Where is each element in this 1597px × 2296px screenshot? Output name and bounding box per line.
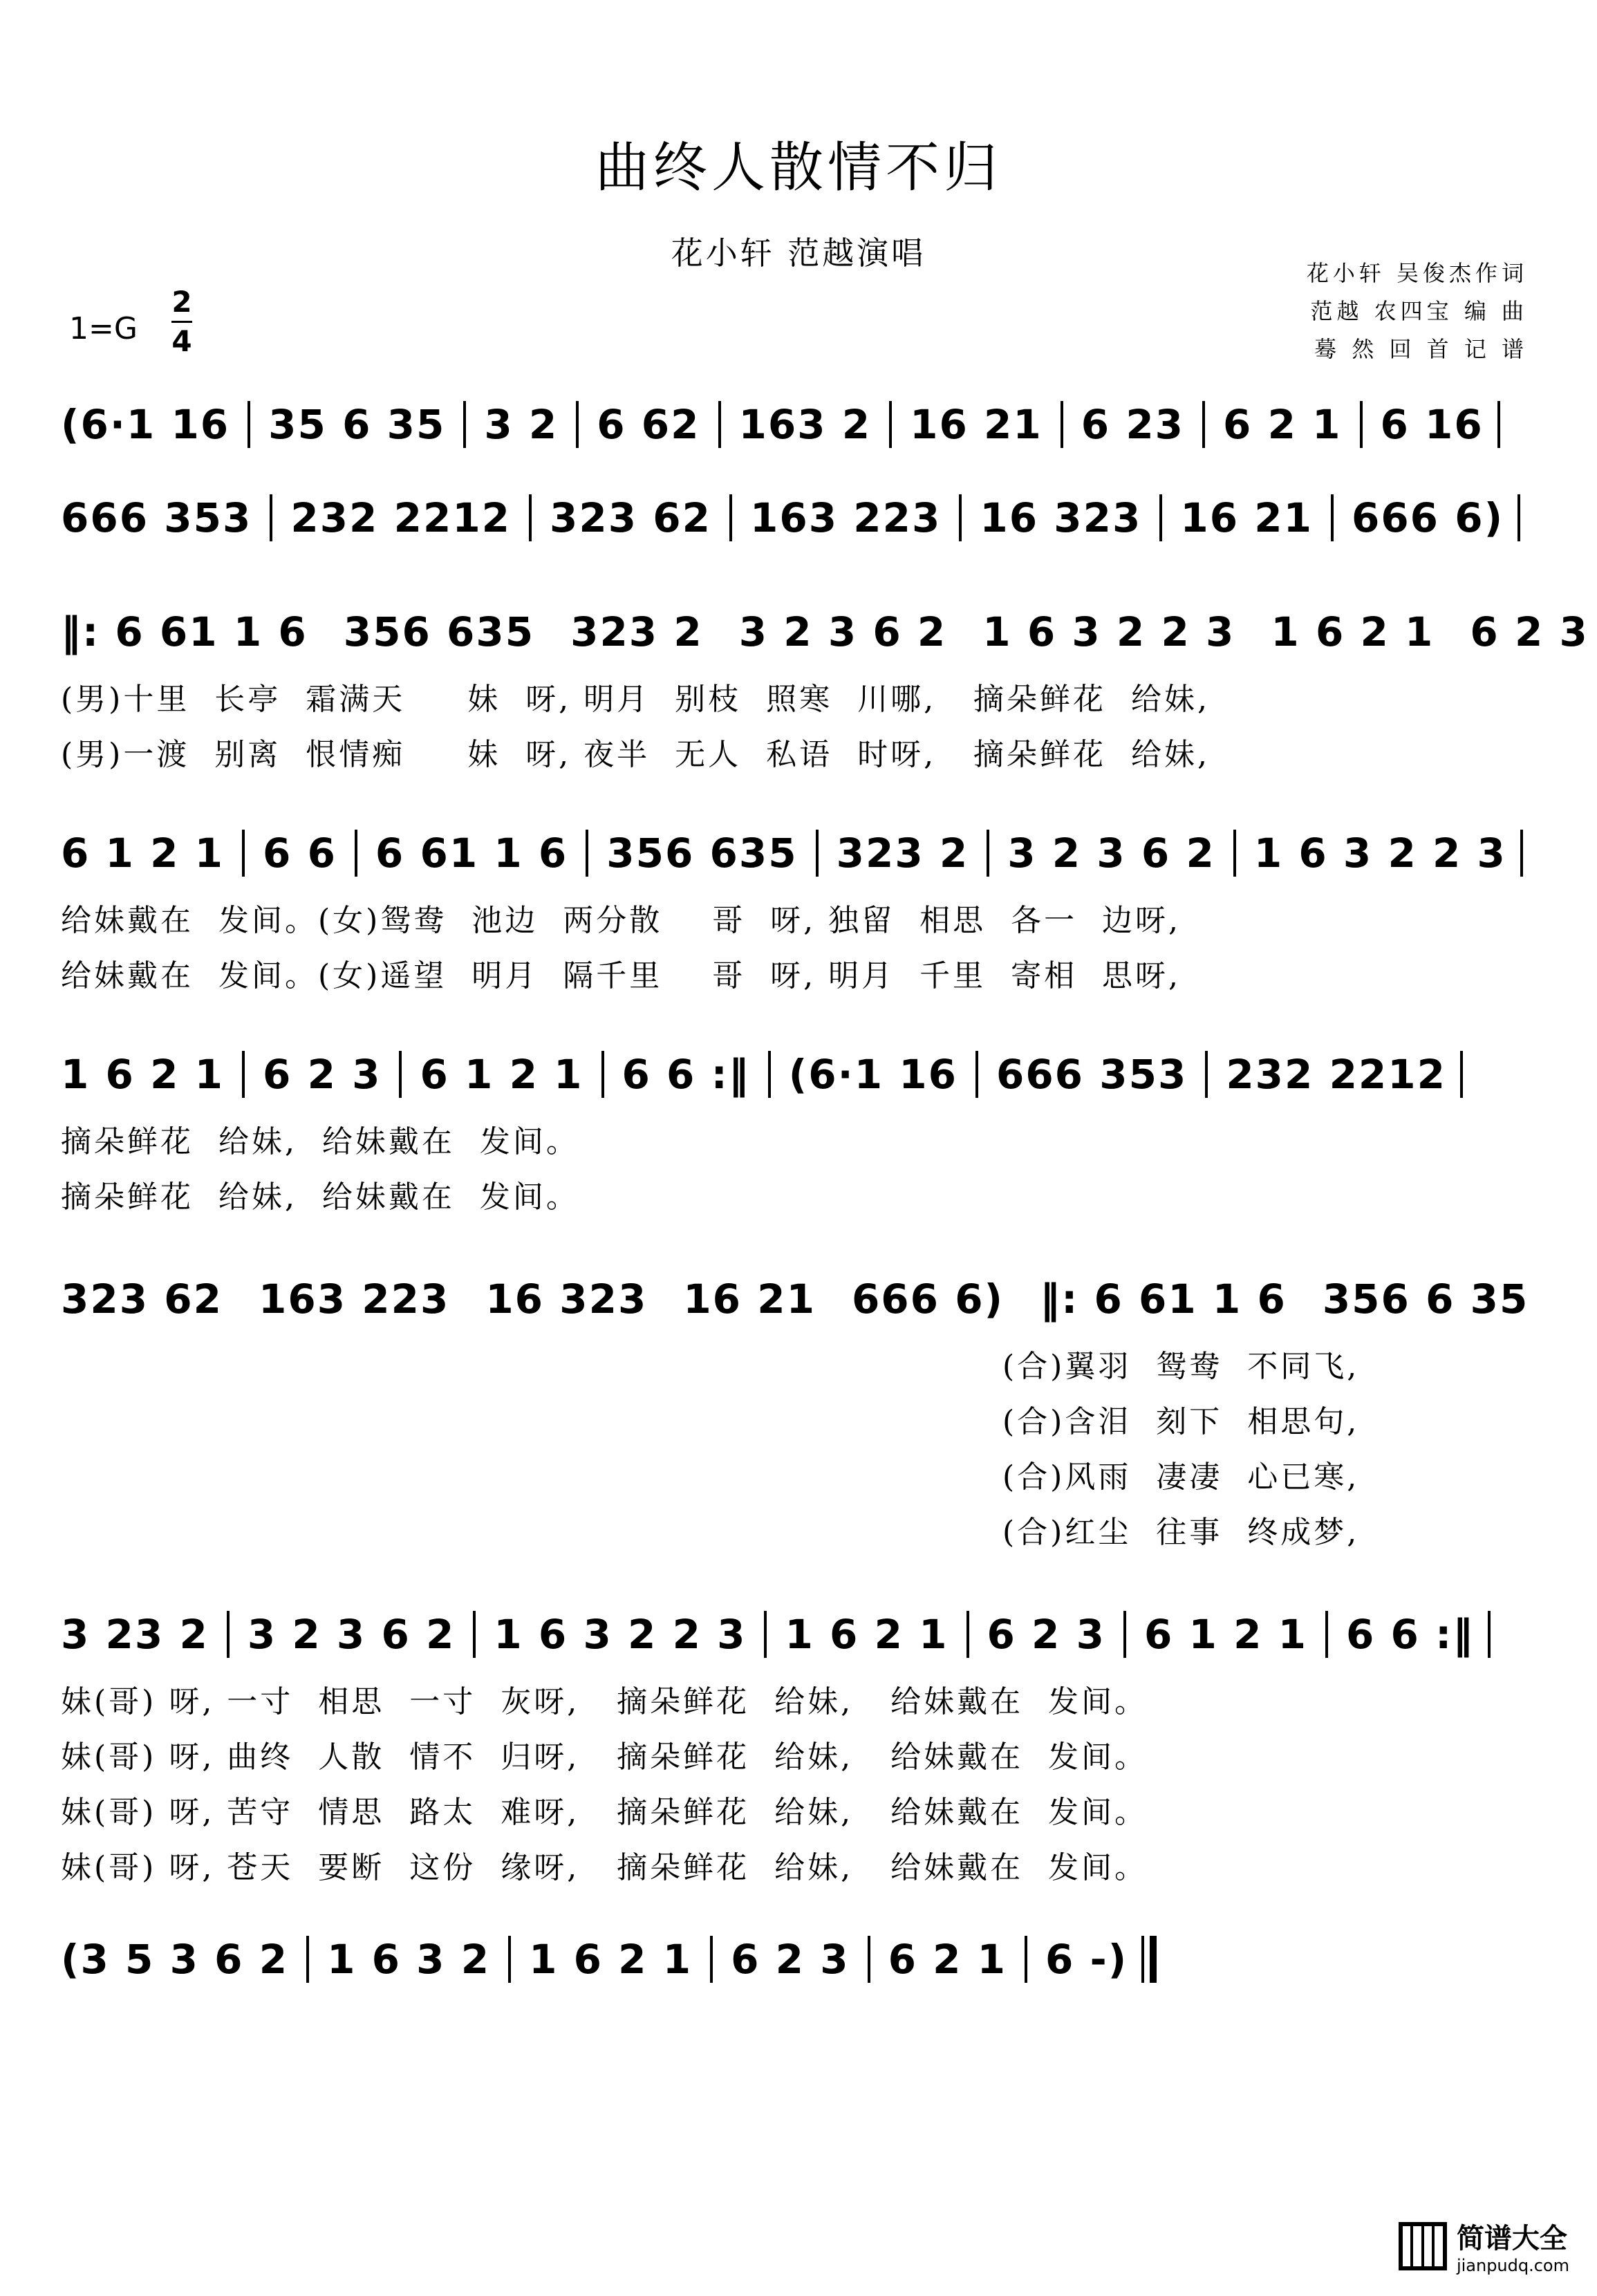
- measure: 356 635: [343, 608, 535, 655]
- measure: 1 6 2 1: [529, 1936, 693, 1983]
- measure: 666 353: [61, 494, 252, 541]
- barline: [1331, 494, 1334, 541]
- measure: 6 -): [1045, 1936, 1128, 1983]
- measure: 666 6): [1351, 494, 1504, 541]
- lyric-line: (合)翼羽 鸳鸯 不同飞,: [1002, 1349, 1360, 1384]
- measure: 6 2 3: [1470, 608, 1589, 655]
- measure: 3 2 3 6 2: [247, 1611, 456, 1658]
- barline: [1123, 1611, 1126, 1658]
- measure: 16 323: [485, 1276, 648, 1323]
- measure: (3 5 3 6 2: [61, 1936, 289, 1983]
- barline: [1061, 401, 1063, 448]
- barline: [1025, 1936, 1027, 1983]
- meter-bottom: 4: [171, 324, 192, 358]
- watermark: [1399, 2216, 1569, 2275]
- barline: [816, 830, 819, 877]
- measure: 6 1 2 1: [420, 1051, 583, 1098]
- measure: 16 21: [910, 401, 1043, 448]
- barline: [975, 1051, 978, 1098]
- measure: 163 223: [258, 1276, 450, 1323]
- singers: 花小轩 范越演唱: [671, 234, 926, 272]
- measure: 3 2 3 6 2: [738, 608, 947, 655]
- barline: [508, 1936, 511, 1983]
- barline: [987, 830, 989, 877]
- measure: 6 2 3: [987, 1611, 1105, 1658]
- barline: [1460, 1051, 1463, 1098]
- final-barline: [1141, 1936, 1157, 1983]
- measure: (6·1 16: [61, 401, 230, 448]
- barline: [473, 1611, 476, 1658]
- barline: [768, 1051, 771, 1098]
- lyric-line: 摘朵鲜花 给妹, 给妹戴在 发间。: [61, 1124, 579, 1159]
- lyric-line: (合)红尘 往事 终成梦,: [1002, 1515, 1360, 1550]
- measure: 6 2 1: [1223, 401, 1342, 448]
- barline: [355, 830, 357, 877]
- barline: [1520, 830, 1523, 877]
- time-signature: [171, 283, 192, 360]
- measure: 16 323: [980, 494, 1142, 541]
- barline: [1325, 1611, 1328, 1658]
- barline: [959, 494, 962, 541]
- lyric-line: (合)含泪 刻下 相思句,: [1002, 1404, 1360, 1439]
- measure: 356 6 35: [1322, 1276, 1529, 1323]
- barline: [1517, 494, 1520, 541]
- measure: (6·1 16: [788, 1051, 958, 1098]
- lyric-line: (男)一渡 别离 恨情痴 妹 呀, 夜半 无人 私语 时呀, 摘朵鲜花 给妹,: [61, 737, 1210, 772]
- watermark-name: 简谱大全: [1456, 2223, 1567, 2255]
- barline: [306, 1936, 309, 1983]
- measure: 323 2: [570, 608, 703, 655]
- measure: ‖: 6 61 1 6: [61, 608, 308, 655]
- measure: 232 2212: [1226, 1051, 1446, 1098]
- lyric-line: 妹(哥) 呀, 苦守 情思 路太 难呀, 摘朵鲜花 给妹, 给妹戴在 发间。: [61, 1795, 1148, 1830]
- measure: ‖: 6 61 1 6: [1040, 1276, 1287, 1323]
- measure: 6 16: [1380, 401, 1484, 448]
- measure: 3 2 3 6 2: [1007, 830, 1215, 877]
- lyric-line: 妹(哥) 呀, 苍天 要断 这份 缘呀, 摘朵鲜花 给妹, 给妹戴在 发间。: [61, 1850, 1148, 1885]
- lyric-line: (男)十里 长亭 霜满天 妹 呀, 明月 别枝 照寒 川哪, 摘朵鲜花 给妹,: [61, 682, 1210, 717]
- barline: [601, 1051, 604, 1098]
- key-signature: 1=G: [69, 311, 138, 346]
- measure: 6 62: [597, 401, 700, 448]
- measure: 163 2: [738, 401, 872, 448]
- measure: 35 6 35: [268, 401, 446, 448]
- measure: 6 1 2 1: [1143, 1611, 1307, 1658]
- barline: [227, 1611, 230, 1658]
- lyric-line: 妹(哥) 呀, 曲终 人散 情不 归呀, 摘朵鲜花 给妹, 给妹戴在 发间。: [61, 1739, 1148, 1775]
- measure: 1 6 2 1: [1271, 608, 1435, 655]
- measure: 1 6 3 2: [327, 1936, 491, 1983]
- measure: 6 1 2 1: [61, 830, 225, 877]
- barline: [1360, 401, 1363, 448]
- barline: [248, 401, 250, 448]
- barline: [966, 1611, 969, 1658]
- measure: 356 635: [606, 830, 798, 877]
- measure: 6 2 1: [888, 1936, 1007, 1983]
- measure: 3 2: [484, 401, 559, 448]
- measure: 323 62: [550, 494, 712, 541]
- barline: [242, 1051, 245, 1098]
- barline: [718, 401, 721, 448]
- measure: 163 223: [750, 494, 942, 541]
- measure: 6 6 :‖: [622, 1051, 750, 1098]
- score-row-2: [61, 494, 1533, 577]
- measure: 6 2 3: [731, 1936, 850, 1983]
- measure: 323 62: [61, 1276, 223, 1323]
- measure: 323 2: [836, 830, 969, 877]
- lyric-line: 给妹戴在 发间。(女)鸳鸯 池边 两分散 哥 呀, 独留 相思 各一 边呀,: [61, 903, 1182, 938]
- lyric-line: 摘朵鲜花 给妹, 给妹戴在 发间。: [61, 1179, 579, 1215]
- measure: 1 6 3 2 2 3: [494, 1611, 747, 1658]
- measure: 1 6 2 1: [785, 1611, 949, 1658]
- meter-top: 2: [171, 285, 192, 319]
- lyric-line: 给妹戴在 发间。(女)遥望 明月 隔千里 哥 呀, 明月 千里 寄相 思呀,: [61, 958, 1182, 993]
- barline: [1202, 401, 1205, 448]
- credit-arranger: 范越 农四宝 编 曲: [1310, 298, 1528, 324]
- barline: [576, 401, 579, 448]
- measure: 6 6: [263, 830, 337, 877]
- barline: [529, 494, 532, 541]
- measure: 1 6 3 2 2 3: [982, 608, 1235, 655]
- measure: 6 2 3: [263, 1051, 382, 1098]
- measure: 6 61 1 6: [375, 830, 568, 877]
- barline: [1205, 1051, 1208, 1098]
- barline: [270, 494, 272, 541]
- barline: [399, 1051, 402, 1098]
- score-row-1: [61, 401, 1533, 484]
- barline: [1159, 494, 1162, 541]
- watermark-url: jianpudq.com: [1456, 2256, 1569, 2275]
- credit-transcriber: 蓦 然 回 首 记 谱: [1314, 336, 1528, 362]
- lyric-line: 妹(哥) 呀, 一寸 相思 一寸 灰呀, 摘朵鲜花 给妹, 给妹戴在 发间。: [61, 1684, 1148, 1719]
- barline: [1497, 401, 1500, 448]
- barline: [242, 830, 245, 877]
- barline: [463, 401, 466, 448]
- measure: 6 6 :‖: [1345, 1611, 1475, 1658]
- measure: 1 6 2 1: [61, 1051, 225, 1098]
- measure: 232 2212: [290, 494, 512, 541]
- barline: [710, 1936, 713, 1983]
- measure: 666 6): [851, 1276, 1005, 1323]
- measure: 6 23: [1081, 401, 1185, 448]
- measure: 666 353: [996, 1051, 1188, 1098]
- barline: [1233, 830, 1236, 877]
- barline: [1488, 1611, 1491, 1658]
- measure: 16 21: [683, 1276, 816, 1323]
- barline: [889, 401, 892, 448]
- measure: 1 6 3 2 2 3: [1253, 830, 1506, 877]
- score-row-8: [61, 1936, 1533, 2019]
- piano-keys-icon: [1399, 2222, 1447, 2270]
- measure: 16 21: [1180, 494, 1313, 541]
- barline: [586, 830, 588, 877]
- barline: [729, 494, 732, 541]
- page-title: 曲终人散情不归: [595, 137, 1002, 199]
- barline: [764, 1611, 767, 1658]
- measure: 3 23 2: [61, 1611, 209, 1658]
- lyric-line: (合)风雨 凄凄 心已寒,: [1002, 1459, 1360, 1495]
- barline: [868, 1936, 870, 1983]
- credit-lyrics: 花小轩 吴俊杰作词: [1306, 260, 1528, 286]
